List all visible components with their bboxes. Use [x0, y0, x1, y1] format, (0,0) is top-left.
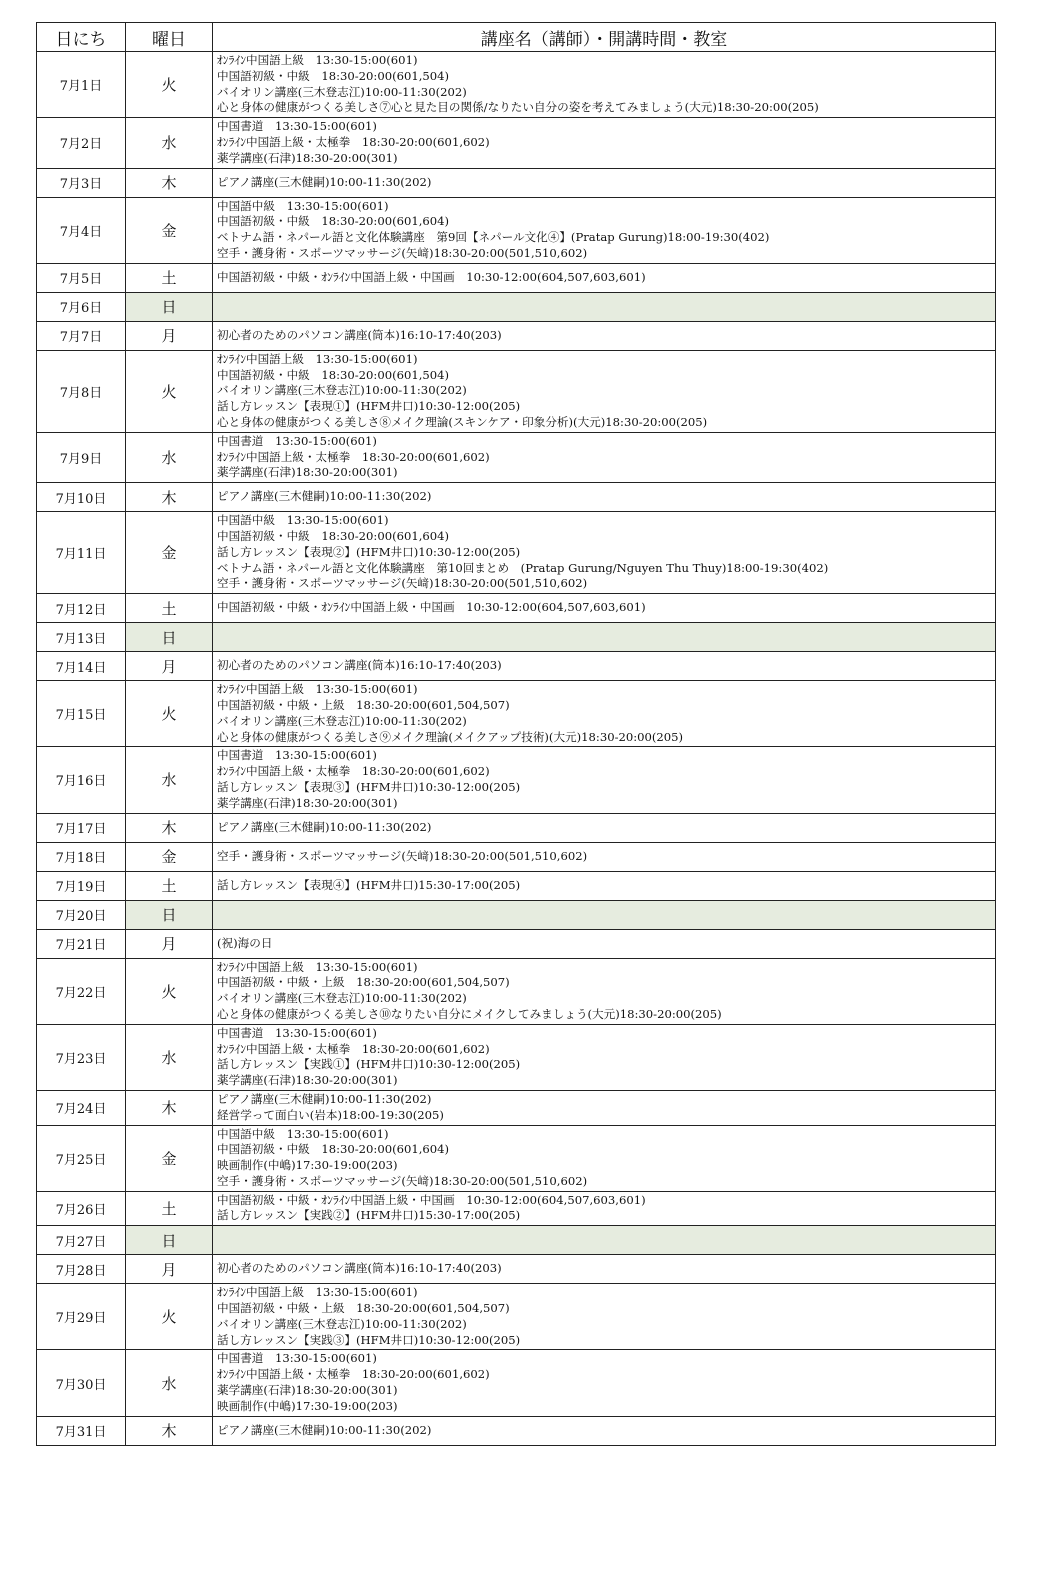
- weekday-cell: 月: [126, 652, 213, 681]
- event-entry: ベトナム語・ネパール語と文化体験講座 第9回【ネパール文化④】(Pratap Gurung)18:00-19:30(402): [217, 230, 770, 245]
- event-entry: ｵﾝﾗｲﾝ中国語上級・太極拳 18:30-20:00(601,602): [217, 1041, 490, 1056]
- event-entry: 中国語初級・中級 18:30-20:00(601,604): [217, 214, 450, 229]
- events-cell: [213, 594, 996, 623]
- weekday-cell: 火: [126, 958, 213, 1024]
- events-cell: [213, 197, 996, 263]
- event-entry: ｵﾝﾗｲﾝ中国語上級・太極拳 18:30-20:00(601,602): [217, 449, 490, 464]
- weekday-cell: 土: [126, 1191, 213, 1226]
- events-cell: [213, 321, 996, 350]
- date-cell: 7月25日: [37, 1125, 126, 1191]
- schedule-row: [37, 813, 996, 842]
- schedule-row: [37, 1125, 996, 1191]
- events-cell: [213, 1191, 996, 1226]
- event-entry: 中国語初級・中級 18:30-20:00(601,604): [217, 1142, 450, 1157]
- schedule-row: [37, 118, 996, 168]
- event-entry: 初心者のためのパソコン講座(筒本)16:10-17:40(203): [217, 658, 502, 673]
- date-cell: 7月9日: [37, 432, 126, 482]
- event-entry: 中国語初級・中級 18:30-20:00(601,604): [217, 528, 450, 543]
- schedule-row: [37, 52, 996, 118]
- event-entry: 中国書道 13:30-15:00(601): [217, 1351, 377, 1366]
- events-cell: [213, 813, 996, 842]
- schedule-row: [37, 263, 996, 292]
- weekday-cell: 水: [126, 118, 213, 168]
- weekday-cell: 水: [126, 1024, 213, 1090]
- events-cell: [213, 1416, 996, 1445]
- weekday-cell: 水: [126, 1350, 213, 1416]
- weekday-cell: 土: [126, 263, 213, 292]
- event-entry: 心と身体の健康がつくる美しさ⑧メイク理論(スキンケア・印象分析)(大元)18:30-20:00(205): [217, 414, 708, 429]
- weekday-cell: 火: [126, 52, 213, 118]
- weekday-cell: 水: [126, 432, 213, 482]
- schedule-table: [36, 22, 996, 1446]
- event-entry: 話し方レッスン【実践①】(HFM井口)10:30-12:00(205): [217, 1057, 521, 1072]
- event-entry: 薬学講座(石津)18:30-20:00(301): [217, 1073, 398, 1088]
- event-entry: 心と身体の健康がつくる美しさ⑨メイク理論(メイクアップ技術)(大元)18:30-20:00(205): [217, 729, 684, 744]
- event-entry: バイオリン講座(三木登志江)10:00-11:30(202): [217, 1316, 467, 1331]
- header-row: [37, 23, 996, 52]
- event-entry: ｵﾝﾗｲﾝ中国語上級・太極拳 18:30-20:00(601,602): [217, 764, 490, 779]
- date-cell: 7月28日: [37, 1255, 126, 1284]
- event-entry: 中国語初級・中級 18:30-20:00(601,504): [217, 68, 450, 83]
- date-cell: 7月21日: [37, 929, 126, 958]
- date-cell: 7月17日: [37, 813, 126, 842]
- event-entry: 薬学講座(石津)18:30-20:00(301): [217, 1383, 398, 1398]
- event-entry: 心と身体の健康がつくる美しさ⑩なりたい自分にメイクしてみましょう(大元)18:30-20:00(205): [217, 1006, 722, 1021]
- events-cell: [213, 292, 996, 321]
- events-cell: [213, 747, 996, 813]
- schedule-row: [37, 1191, 996, 1226]
- weekday-cell: 金: [126, 842, 213, 871]
- event-entry: バイオリン講座(三木登志江)10:00-11:30(202): [217, 991, 467, 1006]
- event-entry: バイオリン講座(三木登志江)10:00-11:30(202): [217, 713, 467, 728]
- schedule-row: [37, 432, 996, 482]
- event-entry: 映画制作(中嶋)17:30-19:00(203): [217, 1398, 398, 1413]
- events-cell: [213, 958, 996, 1024]
- weekday-cell: 月: [126, 1255, 213, 1284]
- weekday-cell: 火: [126, 1284, 213, 1350]
- events-cell: [213, 1090, 996, 1125]
- schedule-row: [37, 842, 996, 871]
- event-entry: 薬学講座(石津)18:30-20:00(301): [217, 465, 398, 480]
- schedule-row: [37, 652, 996, 681]
- date-cell: 7月5日: [37, 263, 126, 292]
- events-cell: [213, 1024, 996, 1090]
- weekday-cell: 月: [126, 321, 213, 350]
- event-entry: バイオリン講座(三木登志江)10:00-11:30(202): [217, 84, 467, 99]
- date-cell: 7月20日: [37, 900, 126, 929]
- schedule-row: [37, 1350, 996, 1416]
- weekday-cell: 金: [126, 1125, 213, 1191]
- header-weekday: 曜日: [126, 23, 213, 52]
- weekday-cell: 木: [126, 813, 213, 842]
- schedule-row: [37, 350, 996, 432]
- event-entry: ｵﾝﾗｲﾝ中国語上級・太極拳 18:30-20:00(601,602): [217, 134, 490, 149]
- event-entry: 空手・護身術・スポーツマッサージ(矢﨑)18:30-20:00(501,510,602): [217, 576, 588, 591]
- date-cell: 7月24日: [37, 1090, 126, 1125]
- date-cell: 7月11日: [37, 512, 126, 594]
- schedule-row: [37, 1284, 996, 1350]
- date-cell: 7月6日: [37, 292, 126, 321]
- event-entry: 経営学って面白い(岩本)18:00-19:30(205): [217, 1107, 444, 1122]
- event-entry: ピアノ講座(三木健嗣)10:00-11:30(202): [217, 489, 432, 504]
- schedule-row: [37, 1416, 996, 1445]
- event-entry: 中国書道 13:30-15:00(601): [217, 119, 377, 134]
- event-entry: 中国書道 13:30-15:00(601): [217, 748, 377, 763]
- events-cell: [213, 168, 996, 197]
- weekday-cell: 土: [126, 594, 213, 623]
- schedule-row: [37, 512, 996, 594]
- date-cell: 7月2日: [37, 118, 126, 168]
- event-entry: 中国語中級 13:30-15:00(601): [217, 198, 389, 213]
- events-cell: [213, 871, 996, 900]
- weekday-cell: 日: [126, 292, 213, 321]
- date-cell: 7月10日: [37, 483, 126, 512]
- date-cell: 7月22日: [37, 958, 126, 1024]
- date-cell: 7月4日: [37, 197, 126, 263]
- weekday-cell: 火: [126, 681, 213, 747]
- date-cell: 7月3日: [37, 168, 126, 197]
- event-entry: 中国語初級・中級・ｵﾝﾗｲﾝ中国語上級・中国画 10:30-12:00(604,507,603,601): [217, 600, 646, 615]
- event-entry: 中国語初級・中級・上級 18:30-20:00(601,504,507): [217, 1301, 510, 1316]
- event-entry: 話し方レッスン【実践③】(HFM井口)10:30-12:00(205): [217, 1332, 521, 1347]
- events-cell: [213, 1350, 996, 1416]
- event-entry: 中国語初級・中級・上級 18:30-20:00(601,504,507): [217, 697, 510, 712]
- events-cell: [213, 52, 996, 118]
- event-entry: 中国語初級・中級・ｵﾝﾗｲﾝ中国語上級・中国画 10:30-12:00(604,507,603,601): [217, 1192, 646, 1207]
- event-entry: ｵﾝﾗｲﾝ中国語上級 13:30-15:00(601): [217, 351, 418, 366]
- schedule-row: [37, 623, 996, 652]
- date-cell: 7月27日: [37, 1226, 126, 1255]
- event-entry: 空手・護身術・スポーツマッサージ(矢﨑)18:30-20:00(501,510,602): [217, 1173, 588, 1188]
- weekday-cell: 金: [126, 197, 213, 263]
- events-cell: [213, 623, 996, 652]
- header-content: 講座名（講師）・開講時間・教室: [213, 23, 996, 52]
- events-cell: [213, 483, 996, 512]
- weekday-cell: 木: [126, 483, 213, 512]
- date-cell: 7月29日: [37, 1284, 126, 1350]
- event-entry: 中国語初級・中級 18:30-20:00(601,504): [217, 367, 450, 382]
- event-entry: 中国書道 13:30-15:00(601): [217, 1025, 377, 1040]
- event-entry: 初心者のためのパソコン講座(筒本)16:10-17:40(203): [217, 1261, 502, 1276]
- events-cell: [213, 1125, 996, 1191]
- events-cell: [213, 512, 996, 594]
- weekday-cell: 火: [126, 350, 213, 432]
- schedule-row: [37, 197, 996, 263]
- events-cell: [213, 929, 996, 958]
- events-cell: [213, 681, 996, 747]
- weekday-cell: 日: [126, 900, 213, 929]
- event-entry: ｵﾝﾗｲﾝ中国語上級 13:30-15:00(601): [217, 1285, 418, 1300]
- event-entry: ピアノ講座(三木健嗣)10:00-11:30(202): [217, 1091, 432, 1106]
- schedule-row: [37, 747, 996, 813]
- event-entry: 映画制作(中嶋)17:30-19:00(203): [217, 1158, 398, 1173]
- schedule-row: [37, 1090, 996, 1125]
- schedule-row: [37, 483, 996, 512]
- event-entry: ピアノ講座(三木健嗣)10:00-11:30(202): [217, 1422, 432, 1437]
- event-entry: ピアノ講座(三木健嗣)10:00-11:30(202): [217, 174, 432, 189]
- event-entry: 薬学講座(石津)18:30-20:00(301): [217, 150, 398, 165]
- events-cell: [213, 118, 996, 168]
- events-cell: [213, 842, 996, 871]
- header-date: 日にち: [37, 23, 126, 52]
- date-cell: 7月1日: [37, 52, 126, 118]
- events-cell: [213, 1255, 996, 1284]
- schedule-row: [37, 681, 996, 747]
- weekday-cell: 木: [126, 168, 213, 197]
- schedule-row: [37, 929, 996, 958]
- event-entry: ピアノ講座(三木健嗣)10:00-11:30(202): [217, 819, 432, 834]
- schedule-row: [37, 1024, 996, 1090]
- schedule-row: [37, 958, 996, 1024]
- schedule-row: [37, 321, 996, 350]
- schedule-row: [37, 168, 996, 197]
- event-entry: バイオリン講座(三木登志江)10:00-11:30(202): [217, 383, 467, 398]
- date-cell: 7月13日: [37, 623, 126, 652]
- event-entry: 中国語初級・中級・ｵﾝﾗｲﾝ中国語上級・中国画 10:30-12:00(604,507,603,601): [217, 269, 646, 284]
- events-cell: [213, 350, 996, 432]
- event-entry: 中国書道 13:30-15:00(601): [217, 433, 377, 448]
- weekday-cell: 金: [126, 512, 213, 594]
- events-cell: [213, 900, 996, 929]
- event-entry: 話し方レッスン【表現②】(HFM井口)10:30-12:00(205): [217, 544, 521, 559]
- event-entry: 話し方レッスン【表現①】(HFM井口)10:30-12:00(205): [217, 399, 521, 414]
- date-cell: 7月19日: [37, 871, 126, 900]
- weekday-cell: 土: [126, 871, 213, 900]
- date-cell: 7月15日: [37, 681, 126, 747]
- weekday-cell: 水: [126, 747, 213, 813]
- date-cell: 7月26日: [37, 1191, 126, 1226]
- weekday-cell: 日: [126, 1226, 213, 1255]
- date-cell: 7月12日: [37, 594, 126, 623]
- events-cell: [213, 652, 996, 681]
- event-entry: 空手・護身術・スポーツマッサージ(矢﨑)18:30-20:00(501,510,602): [217, 848, 588, 863]
- event-entry: ｵﾝﾗｲﾝ中国語上級 13:30-15:00(601): [217, 959, 418, 974]
- event-entry: (祝)海の日: [217, 935, 273, 950]
- schedule-row: [37, 594, 996, 623]
- date-cell: 7月30日: [37, 1350, 126, 1416]
- event-entry: 中国語中級 13:30-15:00(601): [217, 513, 389, 528]
- event-entry: 中国語中級 13:30-15:00(601): [217, 1126, 389, 1141]
- event-entry: ｵﾝﾗｲﾝ中国語上級 13:30-15:00(601): [217, 682, 418, 697]
- events-cell: [213, 1226, 996, 1255]
- date-cell: 7月14日: [37, 652, 126, 681]
- events-cell: [213, 263, 996, 292]
- event-entry: 薬学講座(石津)18:30-20:00(301): [217, 795, 398, 810]
- event-entry: 話し方レッスン【実践②】(HFM井口)15:30-17:00(205): [217, 1208, 521, 1223]
- event-entry: 中国語初級・中級・上級 18:30-20:00(601,504,507): [217, 975, 510, 990]
- schedule-row: [37, 292, 996, 321]
- date-cell: 7月18日: [37, 842, 126, 871]
- weekday-cell: 日: [126, 623, 213, 652]
- events-cell: [213, 1284, 996, 1350]
- event-entry: ｵﾝﾗｲﾝ中国語上級・太極拳 18:30-20:00(601,602): [217, 1367, 490, 1382]
- date-cell: 7月16日: [37, 747, 126, 813]
- events-cell: [213, 432, 996, 482]
- schedule-row: [37, 1255, 996, 1284]
- schedule-row: [37, 1226, 996, 1255]
- date-cell: 7月7日: [37, 321, 126, 350]
- event-entry: 話し方レッスン【表現④】(HFM井口)15:30-17:00(205): [217, 877, 521, 892]
- weekday-cell: 月: [126, 929, 213, 958]
- event-entry: 心と身体の健康がつくる美しさ⑦心と見た目の関係/なりたい自分の姿を考えてみましょう(大元)18:30-20:00(205): [217, 100, 819, 115]
- event-entry: ｵﾝﾗｲﾝ中国語上級 13:30-15:00(601): [217, 53, 418, 67]
- event-entry: 空手・護身術・スポーツマッサージ(矢﨑)18:30-20:00(501,510,602): [217, 245, 588, 260]
- event-entry: 話し方レッスン【表現③】(HFM井口)10:30-12:00(205): [217, 779, 521, 794]
- date-cell: 7月23日: [37, 1024, 126, 1090]
- weekday-cell: 木: [126, 1090, 213, 1125]
- schedule-row: [37, 871, 996, 900]
- date-cell: 7月8日: [37, 350, 126, 432]
- event-entry: ベトナム語・ネパール語と文化体験講座 第10回まとめ (Pratap Gurung/Nguyen Thu Thuy)18:00-19:30(402): [217, 560, 829, 575]
- schedule-row: [37, 900, 996, 929]
- weekday-cell: 木: [126, 1416, 213, 1445]
- date-cell: 7月31日: [37, 1416, 126, 1445]
- event-entry: 初心者のためのパソコン講座(筒本)16:10-17:40(203): [217, 327, 502, 342]
